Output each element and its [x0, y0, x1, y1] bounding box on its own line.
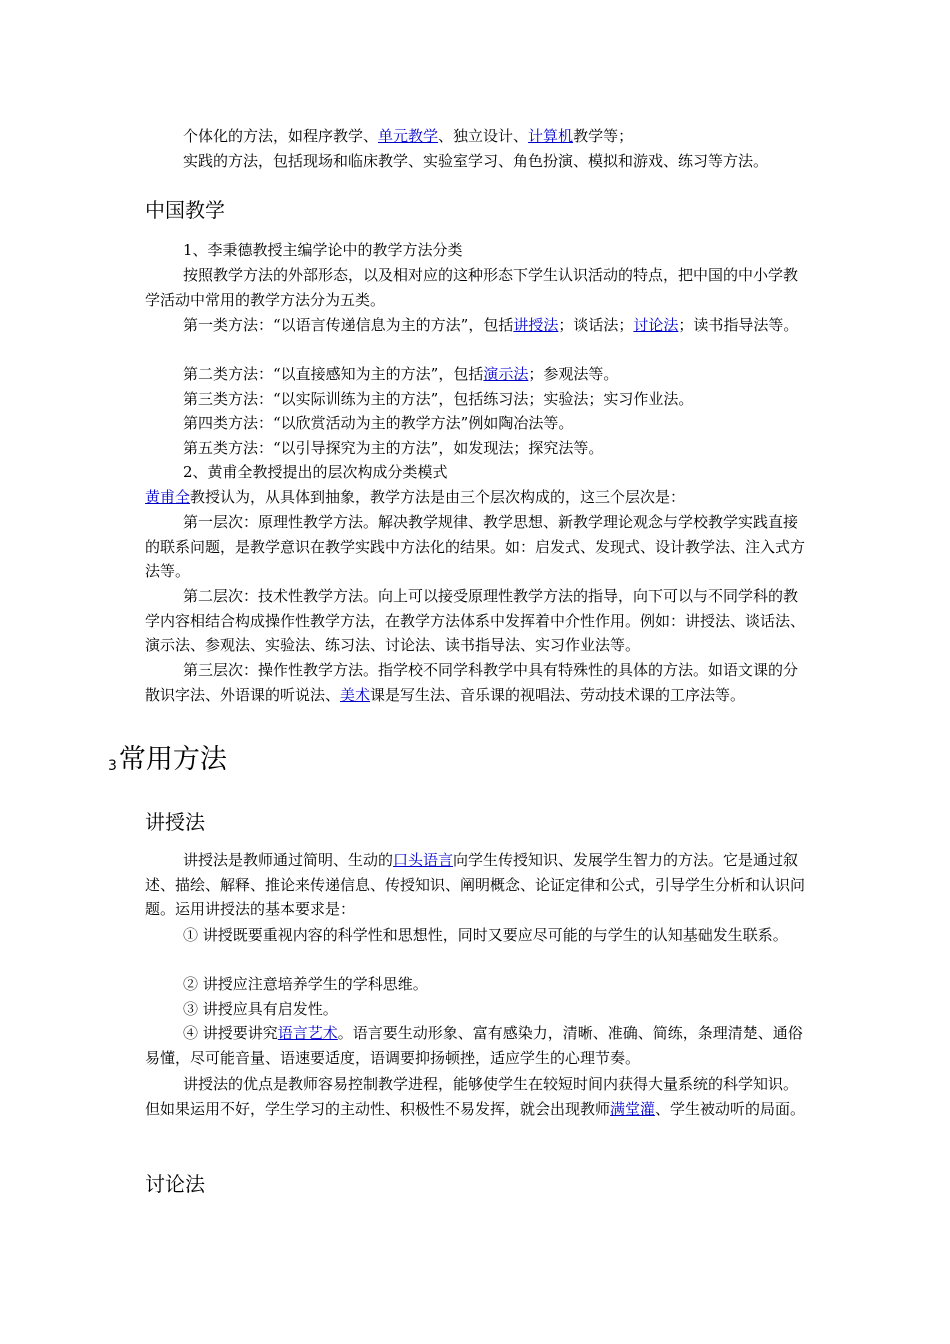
link-fine-arts[interactable]: 美术 [340, 685, 371, 704]
paragraph-practical-methods: 实践的方法，包括现场和临床教学、实验室学习、角色扮演、模拟和游戏、练习等方法。 [183, 152, 769, 170]
paragraph-requirement-one: ① 讲授既要重视内容的科学性和思想性，同时又要应尽可能的与学生的认知基础发生联系。 [183, 926, 788, 944]
paragraph-requirement-four: ④ 讲授要讲究语言艺术。语言要生动形象、富有感染力，清晰、准确、简练，条理清楚、通俗易懂，尽可能音量、语速要适度，语调要抑扬顿挫，适应学生的心理节奏。 [145, 1024, 803, 1067]
paragraph-category-three: 第三类方法：“以实际训练为主的方法”，包括练习法；实验法；实习作业法。 [183, 390, 694, 408]
paragraph-category-five: 第五类方法：“以引导探究为主的方法”，如发现法；探究法等。 [183, 439, 604, 457]
paragraph-three-levels-intro: 黄甫全教授认为，从具体到抽象，教学方法是由三个层次构成的，这三个层次是： [145, 488, 686, 506]
paragraph-level-two: 第二层次：技术性教学方法。向上可以接受原理性教学方法的指导，向下可以与不同学科的教学内容相结合构成操作性教学方法，在教学方法体系中发挥着中介性作用。例如：讲授法、谈话法、演示法、参观法、实验法、练习法、讨论法、读书指导法、实习作业法等。 [145, 587, 806, 655]
link-lecture-method[interactable]: 讲授法 [513, 316, 559, 334]
link-oral-language[interactable]: 口头语言 [393, 851, 454, 869]
paragraph-huang-model: 2、黄甫全教授提出的层次构成分类模式 [183, 463, 448, 481]
link-discussion-method[interactable]: 讨论法 [633, 316, 679, 334]
paragraph-requirement-two: ② 讲授应注意培养学生的学科思维。 [183, 975, 428, 993]
link-demonstration-method[interactable]: 演示法 [483, 365, 529, 383]
paragraph-five-categories-intro: 按照教学方法的外部形态，以及相对应的这种形态下学生认识活动的特点，把中国的中小学教学活动中常用的教学方法分为五类。 [145, 266, 799, 309]
heading-common-methods: 3常用方法 [108, 744, 227, 775]
link-computer[interactable]: 计算机 [528, 127, 574, 145]
link-full-class-lecturing[interactable]: 满堂灌 [610, 1099, 656, 1118]
paragraph-category-four: 第四类方法：“以欣赏活动为主的教学方法”例如陶冶法等。 [183, 414, 574, 432]
link-unit-teaching[interactable]: 单元教学 [378, 127, 439, 145]
heading-china-teaching: 中国教学 [145, 198, 225, 222]
paragraph-lecture-definition: 讲授法是教师通过简明、生动的口头语言向学生传授知识、发展学生智力的方法。它是通过叙述、描绘、解释、推论来传递信息、传授知识、阐明概念、论证定律和公式，引导学生分析和认识问题。运用讲授法的基本要求是： [145, 851, 806, 919]
paragraph-lecture-pros-cons: 讲授法的优点是教师容易控制教学进程，能够使学生在较短时间内获得大量系统的科学知识。但如果运用不好，学生学习的主动性、积极性不易发挥，就会出现教师满堂灌、学生被动听的局面。 [145, 1075, 806, 1118]
section-number: 3 [108, 758, 117, 774]
heading-lecture-method: 讲授法 [145, 810, 205, 834]
paragraph-category-one: 第一类方法：“以语言传递信息为主的方法”，包括讲授法；谈话法；讨论法；读书指导法等。 [183, 316, 799, 334]
paragraph-individualized-methods: 个体化的方法，如程序教学、单元教学、独立设计、计算机教学等； [183, 127, 634, 145]
paragraph-requirement-three: ③ 讲授应具有启发性。 [183, 1000, 338, 1018]
paragraph-category-two: 第二类方法：“以直接感知为主的方法”，包括演示法；参观法等。 [183, 365, 619, 383]
paragraph-level-one: 第一层次：原理性教学方法。解决教学规律、教学思想、新教学理论观念与学校教学实践直接的联系问题，是教学意识在教学实践中方法化的结果。如：启发式、发现式、设计教学法、注入式方法等。 [145, 513, 806, 581]
heading-discussion-method: 讨论法 [145, 1172, 205, 1196]
paragraph-li-classification: 1、李秉德教授主编学论中的教学方法分类 [183, 241, 463, 259]
link-language-art[interactable]: 语言艺术 [277, 1024, 338, 1042]
paragraph-level-three: 第三层次：操作性教学方法。指学校不同学科教学中具有特殊性的具体的方法。如语文课的分散识字法、外语课的听说法、美术课是写生法、音乐课的视唱法、劳动技术课的工序法等。 [145, 661, 799, 704]
link-huang-fuquan[interactable]: 黄甫全 [145, 488, 191, 506]
